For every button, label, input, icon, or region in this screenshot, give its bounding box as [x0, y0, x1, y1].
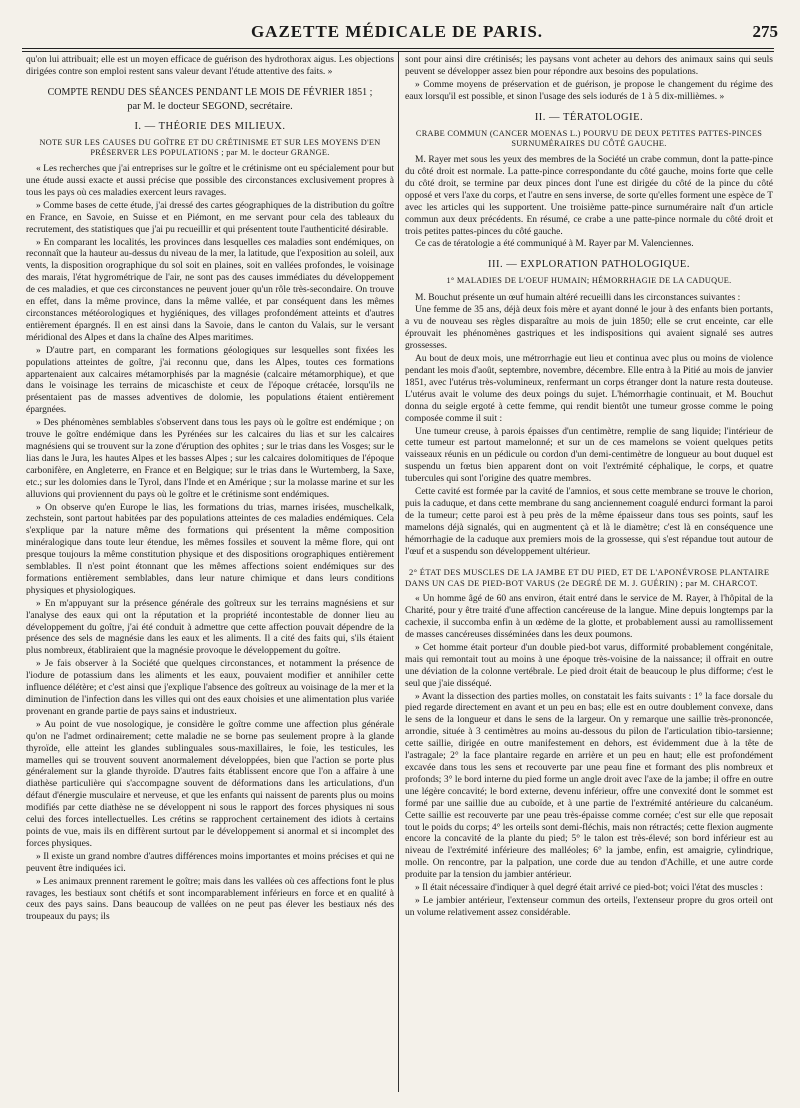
compte-rendu-author: par M. le docteur SEGOND, secrétaire. — [127, 100, 293, 112]
paragraph: » Au point de vue nosologique, je considère le goître comme une affection plus générale qu'on ne l'admet ordinairement; cette maladie ne se borne pas seulement propre à la glande thyroïde, elle atteint les glandes sublinguales sous-maxillaires, le foie, les testicules, les mamelles qui se trouvent souvent anormalement développées, bien que l'action se porte plus généralement sur la glande thyroïde. D'autres faits établissent encore que l'on a affaire à une diathèse particulière qui s'accompagne souvent de déformations dans les articulations, d'un défaut d'énergie musculaire et nerveuse, et que les enfants qui naissent de parents plus ou moins modifiés par cette diathèse ne se développent ni sous le rapport des forces physiques ni sous celui des forces intellectuelles. Les crétins se rapprochent certainement des idiots à certains points de vue, mais ils en diffèrent surtout par le développement si anormal et si incomplet des forces physiques. — [26, 719, 394, 849]
paragraph: Au bout de deux mois, une métrorrhagie eut lieu et continua avec plus ou moins de violence pendant les mois d'août, septembre, novembre, décembre. Elle entra à la Pitié au mois de janvier 1851, avec l'utérus très-volumineux, renfermant un corps étranger dont la nature resta douteuse. L'utérus avait le volume des deux poings du sujet. L'hémorrhagie continuait, et M. Bouchut donna du seigle ergoté à cette femme, qui rendit bientôt une tumeur grosse comme le poing composée comme il suit : — [405, 354, 773, 424]
paragraph: « Les recherches que j'ai entreprises sur le goître et le crétinisme ont eu spécialement pour but une étude aussi exacte et aussi précise que possible des circonstances exclusivement propres à tous les pays où ces maladies exercent leurs ravages. — [26, 164, 394, 198]
right-column — [405, 55, 773, 1093]
compte-rendu-heading: COMPTE RENDU DES SÉANCES PENDANT LE MOIS DE FÉVRIER 1851 ; — [47, 86, 373, 98]
paragraph: » On observe qu'en Europe le lias, les formations du trias, marnes irisées, muschelkalk, zechstein, sont partout habitées par des populations atteintes de ces maladies endémiques. Cela s'explique par la nature même des formations qui présentent la même composition minéralogique dans toute leur étendue, les mêmes fossiles et souvent la même flore, qui ont presque toujours la même constitution physique et des dispositions orographiques entièrement semblables. Il n'est point étonnant que les mêmes affections soient endémiques sur des formations entièrement semblables, dans leur nature chimique et dans leurs conditions physiques et physiologiques. — [26, 502, 394, 596]
left-intro: qu'on lui attribuait; elle est un moyen efficace de guérison des hydrothorax aigus. Les objections dirigées contre son emploi restent sans valeur devant l'étude attentive des faits. » — [26, 55, 394, 77]
paragraph: » Je fais observer à la Société que quelques circonstances, et notamment la présence de l'iodure de potassium dans les aliments et les eaux, pouvaient modifier et annihiler cette influence délétère; et c'est ainsi que j'explique l'absence des goîtreux au voisinage de la mer et la diminution de l'infection dans les villes qui ont des eaux choisies et une alimentation plus variée provenant en grande partie de pays sains et industrieux. — [26, 659, 394, 717]
teratology-note-heading: CRABE COMMUN (CANCER MOENAS L.) POURVU DE DEUX PETITES PATTES-PINCES SURNUMÉRAIRES DU CÔTÉ GAUCHE. — [415, 128, 763, 148]
note-heading: NOTE SUR LES CAUSES DU GOÎTRE ET DU CRÉTINISME ET SUR LES MOYENS D'EN PRÉSERVER LES POPULATIONS ; par M. le docteur GRANGE. — [39, 137, 381, 157]
paragraph: M. Bouchut présente un œuf humain altéré recueilli dans les circonstances suivantes : — [415, 292, 741, 303]
paragraph: » Le jambier antérieur, l'extenseur commun des orteils, l'extenseur propre du gros orteil ont un volume relativement assez considérable. — [405, 895, 773, 918]
header-rule — [22, 48, 774, 49]
paragraph: » Comme moyens de préservation et de guérison, je propose le changement du régime des eaux lorsqu'il est possible, et sinon l'usage des sels iodurés de 1 à 5 dix-millièmes. » — [405, 79, 773, 102]
paragraph: » Les animaux prennent rarement le goître; mais dans les vallées où ces affections font le plus ravages, les bestiaux sont chétifs et sont incomparablement inférieurs en force et en qualité à ceux des pays sains. Dans beaucoup de vallées on ne peut pas élever les bestiaux nés des troupeaux du pays; ils — [26, 876, 394, 923]
paragraph: » Il était nécessaire d'indiquer à quel degré était arrivé ce pied-bot; voici l'état des muscles : — [415, 883, 763, 894]
paragraph: » En m'appuyant sur la présence générale des goîtreux sur les terrains magnésiens et sur l'analyse des eaux qui ont la réputation et la propriété incontestable de donner lieu au développement du goître, j'ai été conduit à admettre que cette affection pouvait dépendre de la présence des sels de magnésie dans les eaux et les aliments. Il a cité des faits qui, s'ils étaient plus nombreux, établiraient que la magnésie provoque le développement du goître. — [26, 598, 394, 657]
paragraph: » Il existe un grand nombre d'autres différences moins importantes et moins précises et qui ne peuvent être indiquées ici. — [26, 851, 394, 874]
left-column — [26, 55, 394, 1093]
paragraph: » Comme bases de cette étude, j'ai dressé des cartes géographiques de la distribution du goître en France, en Savoie, en Suisse et en Piémont, en me servant pour cela des tableaux du recrutement, des statistiques que j'ai pu recueillir et qui présentent toute l'authenticité désirable. — [26, 200, 394, 235]
paragraph: » D'autre part, en comparant les formations géologiques sur lesquelles sont fixées les populations atteintes de goître, j'ai reconnu que, dans les Alpes, toutes ces formations appartenaient aux calcaires métamorphisés par la magnésie (calcaire métamorphique), et que dans le voisinage les terrains de micaschiste et ceux de l'époque crétacée, lorsqu'ils ne présentaient pas de masses adventives de dolomie, les populations étaient entièrement épargnées. — [26, 345, 394, 416]
paragraph: » Avant la dissection des parties molles, on constatait les faits suivants : 1° la face dorsale du pied regarde directement en avant et un peu en bas; elle est en outre doublement convexe, dans le sens de la longueur et dans le sens de la largeur. On y remarque une saillie très-prononcée, arrondie, située à 3 centimètres au moins au-dessous du pilon de l'articulation tibio-tarsienne; cette saillie, dirigée en outre manifestement en dehors, est évidemment due à la tête de l'astragale; 2° la face plantaire regarde en arrière et un peu en haut; elle est profondément excavée dans tous les sens et recouverte par une peau fine et formant des plis nombreux et profonds; 3° le bord interne du pied forme un angle droit avec l'axe de la jambe; il offre en outre une légère concavité; le bord externe, devenu inférieur, offre une convexité dont le sommet est formé par une saillie due au cuboïde, et à une partie de l'extrémité antérieure du calcanéum. Cette saillie est recouverte par une peau très-épaisse comme cornée; c'est sur elle que reposait tout le poids du corps; 4° les orteils sont demi-fléchis, mais non rétractés; cette flexion augmente encore la concavité de la plante du pied; 5° le talon est très-élevé; son bord inférieur est au niveau de l'extrémité inférieure des malléoles; 6° la jambe, enfin, est amaigrie, cylindrique, molle. On rencontre, par la palpation, une corde due au tendon d'Achille, et une autre corde produite par la tension du jambier antérieur. — [405, 691, 773, 881]
paragraph: Cette cavité est formée par la cavité de l'amnios, et sous cette membrane se trouve le chorion, puis la caduque, et dans cette membrane du sang anciennement coagulé endurci formant la paroi de la tumeur; cette paroi est à peu près de la même épaisseur dans tous ses points, sauf les mamelons déjà signalés, qui en augmentent çà et là le diamètre; c'est là en conséquence une hémorrhagie de la caduque aux premiers mois de la grossesse, qui s'est répandue tout autour de l'œuf et a suspendu son développement ultérieur. — [405, 487, 773, 557]
paragraph: « Un homme âgé de 60 ans environ, était entré dans le service de M. Rayer, à l'hôpital de la Charité, pour y être traité d'une affection cancéreuse de la langue. Mine depuis longtemps par la cachexie, il succomba enfin à un œdème de la glotte, et probablement aussi au ramollissement de masses cancéreuses disséminées dans les deux poumons. — [405, 594, 773, 641]
journal-title: GAZETTE MÉDICALE DE PARIS. — [250, 22, 544, 41]
subsection-heading-1: 1° MALADIES DE L'OEUF HUMAIN; HÉMORRHAGIE DE LA CADUQUE. — [446, 276, 732, 286]
section-heading-1: I. — THÉORIE DES MILIEUX. — [134, 120, 286, 132]
section-heading-2: II. — TÉRATOLOGIE. — [534, 111, 644, 123]
subsection-heading-2: 2° ÉTAT DES MUSCLES DE LA JAMBE ET DU PIED, ET DE L'APONÉVROSE PLANTAIRE DANS UN CAS DE PIED-BOT VARUS (2e DEGRÉ DE M. J. GUÉRIN) ; par M. CHARCOT. — [405, 566, 770, 589]
paragraph: Une tumeur creuse, à parois épaisses d'un centimètre, remplie de sang liquide; l'intérieur de cette tumeur est partout mamelonné; et sur un de ces mamelons se voient quelques petits vaisseaux réunis en un pédicule ou cordon d'un demi-centimètre de longueur au bout duquel est suspendu un fœtus bien apparent dont on voit l'extrémité céphalique, le corps, et quatre tubercules qui sont l'origine des quatre membres. — [405, 426, 773, 485]
section-heading-3: III. — EXPLORATION PATHOLOGIQUE. — [488, 259, 690, 271]
paragraph: Une femme de 35 ans, déjà deux fois mère et ayant donné le jour à des enfants bien portants, a vu de nouveau ses règles disparaître au mois de juin 1850; elle se crut enceinte, car elle éprouvait les phénomènes gastriques et les indispositions qui avaient signalé ses autres grossesses. — [405, 305, 773, 352]
page-number: 275 — [752, 22, 778, 41]
paragraph: » Des phénomènes semblables s'observent dans tous les pays où le goître est endémique ; on trouve le goître endémique dans les Pyrénées sur les calcaires du lias et sur les calcaires magnésiens qui se trouvent sur la zone d'éruption des ophites ; sur le trias dans les Vosges; sur le lias dans le Jura, les hautes Alpes et les basses Alpes ; sur les calcaires dolomitiques de l'époque carbonifère, en Angleterre, en France et en Belgique; sur le trias dans le Wurtemberg, la Saxe, etc.; sur les dolomies dans le Tyrol, dans l'Inde et en Amérique ; sur la molasse marine et sur les alluvions qui proviennent du pays où le goître et le crétinisme sont endémiques. — [26, 418, 394, 500]
paragraph: M. Rayer met sous les yeux des membres de la Société un crabe commun, dont la patte-pince du côté droit est normale. La patte-pince correspondante du côté gauche, moins forte que celle du côté droit, se termine par deux pinces dont l'une est dirigée du côté de la pince du côté opposé et vers l'axe du corps, et l'autre en sens inverse, de sorte qu'elles forment une espèce de T avec les articles qui les supportent. Une troisième patte-pince surnuméraire naît d'un article commun aux deux précédents. En résumé, ce crabe a une patte-pince normale du côté droit et trois petites pattes-pinces du côté gauche. — [405, 155, 773, 237]
paragraph: sont pour ainsi dire crétinisés; les paysans vont acheter au dehors des animaux sains qui seuls peuvent se développer assez bien pour répondre aux besoins des populations. — [405, 55, 773, 77]
page-header — [22, 22, 778, 46]
column-divider — [398, 52, 399, 1092]
paragraph: » En comparant les localités, les provinces dans lesquelles ces maladies sont endémiques, on reconnaît que la hauteur au-dessus du niveau de la mer, la latitude, que l'exposition au soleil, aux vents, la disposition orographique du sol soit en plaines, soit en vallées profondes, le voisinage des marais, l'état hygrométrique de l'air, ne sont pas des causes immédiates du développement de ces maladies, et que ces circonstances ne peuvent jouer qu'un rôle très-secondaire. On trouve en effet, dans la même province, dans la même vallée, et par conséquent dans les mêmes circonstances météorologiques et hygiéniques, des villages profondément atteints et d'autres entièrement épargnés. Il en est ainsi dans la Savoie, dans le canton du Valais, sur le versant méridional des Alpes et dans la chaîne des Alpes maritimes. — [26, 237, 394, 343]
paragraph: » Cet homme était porteur d'un double pied-bot varus, difformité probablement congénitale, mais qui remontait tout au moins à une époque très-voisine de la naissance; il offrait en outre une déviation de la colonne vertébrale. Le pied droit était de beaucoup le plus difforme; c'est le seul que j'aie disséqué. — [405, 642, 773, 689]
paragraph: Ce cas de tératologie a été communiqué à M. Rayer par M. Valenciennes. — [415, 239, 694, 250]
